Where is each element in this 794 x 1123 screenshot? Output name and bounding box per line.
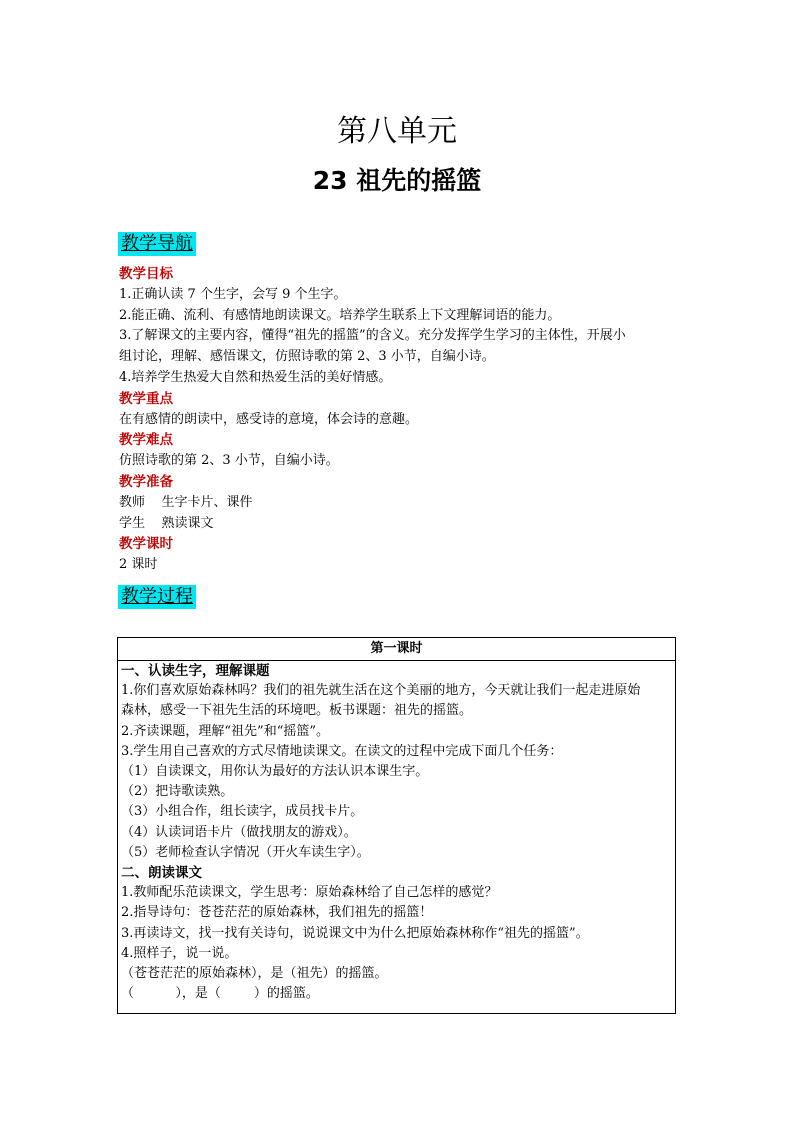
lesson-title: 23 祖先的摇篮: [312, 166, 482, 195]
process-line: （4）认读词语卡片（做找朋友的游戏）。: [121, 824, 357, 840]
process-line: 1.你们喜欢原始森林吗？我们的祖先就生活在这个美丽的地方，今天就让我们一起走进原始: [121, 683, 641, 699]
preparation-student: 学生 熟读课文: [119, 515, 214, 531]
process-line: 1.教师配乐范读课文，学生思考：原始森林给了自己怎样的感觉？: [121, 885, 498, 901]
process-line: 2.齐读课题，理解“祖先”和“摇篮”。: [121, 723, 329, 739]
objective-line: 2.能正确、流利、有感情地朗读课文。培养学生联系上下文理解词语的能力。: [119, 307, 561, 323]
period-content: [118, 661, 675, 1004]
process-line: 2.指导诗句：苍苍茫茫的原始森林，我们祖先的摇篮！: [121, 905, 433, 921]
process-heading: 教学过程: [118, 585, 196, 609]
objective-line: 3.了解课文的主要内容，懂得“祖先的摇篮”的含义。充分发挥学生学习的主体性，开展小: [119, 328, 626, 344]
process-line: （1）自读课文，用你认为最好的方法认识本课生字。: [121, 764, 429, 780]
class-hours-text: 2 课时: [119, 557, 158, 573]
objective-line: 4.培养学生热爱大自然和热爱生活的美好情感。: [119, 369, 392, 385]
process-line: 森林，感受一下祖先生活的环境吧。板书课题：祖先的摇篮。: [121, 703, 473, 719]
difficulty-label: 教学难点: [119, 432, 173, 449]
guide-heading: 教学导航: [118, 232, 196, 256]
process-line: 3.学生用自己喜欢的方式尽情地读课文。在读文的过程中完成下面几个任务：: [121, 743, 563, 759]
preparation-teacher: 教师 生字卡片、课件: [119, 494, 253, 510]
teaching-guide: [119, 264, 689, 576]
key-point-text: 在有感情的朗读中，感受诗的意境，体会诗的意趣。: [119, 411, 419, 427]
objective-line: 1.正确认读 7 个生字，会写 9 个生字。: [119, 286, 347, 302]
difficulty-text: 仿照诗歌的第 2、3 小节，自编小诗。: [119, 453, 339, 469]
process-line: （2）把诗歌读熟。: [121, 784, 234, 800]
section-title: 二、朗读课文: [121, 865, 202, 882]
unit-title: 第八单元: [337, 114, 457, 149]
lesson-process-table: [117, 637, 676, 1014]
period-header: 第一课时: [118, 638, 675, 661]
class-hours-label: 教学课时: [119, 536, 173, 553]
preparation-label: 教学准备: [119, 473, 173, 490]
objective-line: 组讨论，理解、感悟课文，仿照诗歌的第 2、3 小节，自编小诗。: [119, 349, 495, 365]
process-line: 4.照样子，说一说。: [121, 945, 238, 961]
process-line: （苍苍茫茫的原始森林），是（祖先）的摇篮。: [121, 966, 388, 982]
section-title: 一、认读生字，理解课题: [121, 663, 270, 679]
process-line: （ ），是（ ）的摇篮。: [121, 986, 319, 1002]
process-line: 3.再读诗文，找一找有关诗句，说说课文中为什么把原始森林称作“祖先的摇篮”。: [121, 925, 589, 941]
process-line: （3）小组合作，组长读字，成员找卡片。: [121, 804, 364, 820]
objectives-label: 教学目标: [119, 266, 173, 282]
key-point-label: 教学重点: [119, 390, 173, 407]
process-line: （5）老师检查认字情况（开火车读生字）。: [121, 844, 370, 860]
